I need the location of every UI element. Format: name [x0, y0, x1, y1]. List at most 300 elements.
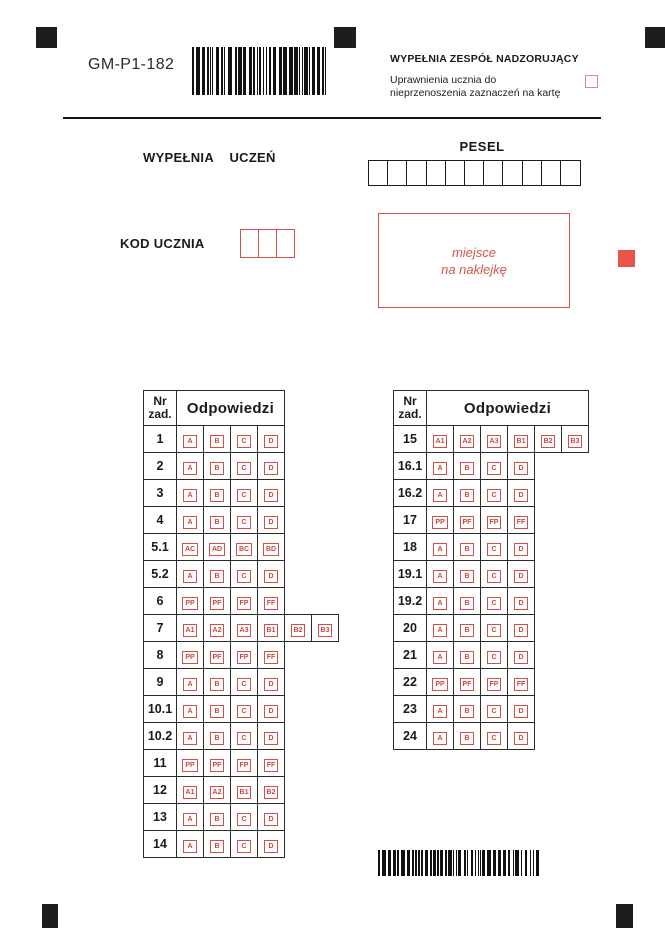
pesel-box[interactable] [464, 160, 485, 186]
answer-cell [481, 534, 508, 561]
answer-cell [204, 723, 231, 750]
answer-bubble-PF[interactable]: PF [210, 597, 225, 610]
answer-bubble-BC[interactable]: BC [236, 543, 252, 556]
answer-row [144, 750, 339, 777]
answer-cell [508, 561, 535, 588]
answer-row [394, 588, 589, 615]
answer-cell [204, 696, 231, 723]
answer-row [394, 561, 589, 588]
pesel-boxes [368, 160, 581, 186]
sticker-text-line1: miejsce [451, 244, 497, 260]
answer-bubble-A[interactable]: A [433, 624, 447, 637]
task-number: 3 [144, 480, 177, 507]
answer-bubble-B[interactable]: B [460, 732, 474, 745]
answer-cell [204, 615, 231, 642]
answer-cell [454, 696, 481, 723]
answer-cell [508, 723, 535, 750]
answer-cell [454, 669, 481, 696]
task-number: 16.1 [394, 453, 427, 480]
answer-row [394, 669, 589, 696]
answer-cell [454, 642, 481, 669]
answer-cell [258, 669, 285, 696]
form-code: GM-P1-182 [88, 56, 175, 73]
permission-checkbox[interactable] [585, 75, 598, 88]
answer-bubble-PP[interactable]: PP [182, 651, 197, 664]
task-number: 12 [144, 777, 177, 804]
answer-cell [177, 831, 204, 858]
task-number: 14 [144, 831, 177, 858]
answer-bubble-A1[interactable]: A1 [433, 435, 448, 448]
answer-cell [427, 723, 454, 750]
answer-row [394, 696, 589, 723]
answer-bubble-BD[interactable]: BD [263, 543, 279, 556]
answer-cell [454, 480, 481, 507]
permission-text-line1: Uprawnienia ucznia do [390, 74, 497, 86]
answer-cell [258, 831, 285, 858]
answer-cell [231, 750, 258, 777]
answer-bubble-B[interactable]: B [460, 705, 474, 718]
answer-bubble-A[interactable]: A [183, 732, 197, 745]
answer-cell [258, 453, 285, 480]
answer-bubble-C[interactable]: C [237, 516, 251, 529]
answer-bubble-A[interactable]: A [183, 840, 197, 853]
kod-ucznia-boxes [240, 229, 295, 258]
answer-cell [258, 696, 285, 723]
answer-cell [177, 804, 204, 831]
answer-bubble-PP[interactable]: PP [432, 678, 447, 691]
task-number: 24 [394, 723, 427, 750]
top-barcode [192, 47, 330, 95]
answer-cell [204, 453, 231, 480]
permission-text-line2: nieprzenoszenia zaznaczeń na kartę [390, 87, 561, 99]
answer-bubble-D[interactable]: D [264, 840, 278, 853]
answer-bubble-B1[interactable]: B1 [237, 786, 252, 799]
answer-bubble-B3[interactable]: B3 [568, 435, 583, 448]
answer-bubble-C[interactable]: C [237, 489, 251, 502]
answer-bubble-D[interactable]: D [264, 435, 278, 448]
answer-bubble-A2[interactable]: A2 [210, 786, 225, 799]
red-calibration-square [618, 250, 635, 267]
answer-cell [427, 507, 454, 534]
answer-cell [481, 426, 508, 453]
answer-cell [481, 696, 508, 723]
answer-cell [231, 534, 258, 561]
answer-bubble-B[interactable]: B [210, 435, 224, 448]
answer-cell [481, 480, 508, 507]
answer-bubble-PF[interactable]: PF [210, 759, 225, 772]
answer-bubble-B3[interactable]: B3 [318, 624, 333, 637]
answer-bubble-C[interactable]: C [487, 651, 501, 664]
answer-bubble-D[interactable]: D [264, 705, 278, 718]
task-number: 5.2 [144, 561, 177, 588]
answer-cell [508, 669, 535, 696]
answer-cell [258, 480, 285, 507]
answer-bubble-A[interactable]: A [433, 570, 447, 583]
sticker-area [378, 213, 570, 308]
answer-bubble-A[interactable]: A [183, 462, 197, 475]
registration-mark-bottom-right [616, 904, 633, 928]
answer-cell [177, 615, 204, 642]
answer-cell [258, 561, 285, 588]
answer-bubble-PP[interactable]: PP [182, 759, 197, 772]
answer-cell [204, 426, 231, 453]
answer-cell [258, 723, 285, 750]
registration-mark-top-left [36, 27, 57, 48]
answer-bubble-B1[interactable]: B1 [264, 624, 279, 637]
answer-bubble-C[interactable]: C [237, 705, 251, 718]
answer-bubble-A[interactable]: A [183, 570, 197, 583]
answer-bubble-C[interactable]: C [237, 732, 251, 745]
answer-row [144, 723, 339, 750]
answer-bubble-C[interactable]: C [487, 732, 501, 745]
answer-bubble-C[interactable]: C [237, 570, 251, 583]
pesel-box[interactable] [483, 160, 504, 186]
answer-bubble-C[interactable]: C [237, 813, 251, 826]
answer-cell [508, 696, 535, 723]
answer-bubble-FP[interactable]: FP [487, 678, 502, 691]
answer-cell [427, 480, 454, 507]
answer-bubble-A[interactable]: A [433, 651, 447, 664]
answer-cell [427, 669, 454, 696]
answer-bubble-A[interactable]: A [433, 597, 447, 610]
answer-row [144, 669, 339, 696]
pesel-box[interactable] [445, 160, 466, 186]
answer-bubble-D[interactable]: D [514, 597, 528, 610]
kod-ucznia-box[interactable] [258, 229, 277, 258]
answer-cell [177, 777, 204, 804]
answer-bubble-B2[interactable]: B2 [264, 786, 279, 799]
task-number: 7 [144, 615, 177, 642]
answer-bubble-A1[interactable]: A1 [183, 786, 198, 799]
answer-cell [562, 426, 589, 453]
table-header-answers: Odpowiedzi [177, 391, 285, 426]
answer-bubble-B[interactable]: B [460, 570, 474, 583]
task-number: 17 [394, 507, 427, 534]
answer-bubble-D[interactable]: D [514, 732, 528, 745]
answer-cell [481, 507, 508, 534]
answer-bubble-D[interactable]: D [264, 570, 278, 583]
answer-cell [177, 588, 204, 615]
answer-cell [231, 723, 258, 750]
table-header-nr: Nr zad. [144, 391, 177, 426]
answer-cell [508, 480, 535, 507]
answer-bubble-FP[interactable]: FP [237, 759, 252, 772]
task-number: 2 [144, 453, 177, 480]
answer-bubble-PF[interactable]: PF [210, 651, 225, 664]
answer-cell [508, 615, 535, 642]
answer-cell [231, 453, 258, 480]
answer-bubble-B[interactable]: B [210, 516, 224, 529]
answer-bubble-B2[interactable]: B2 [541, 435, 556, 448]
answer-cell [231, 615, 258, 642]
answer-cell [481, 453, 508, 480]
supervisor-section-title: WYPEŁNIA ZESPÓŁ NADZORUJĄCY [390, 53, 579, 65]
answer-bubble-PP[interactable]: PP [182, 597, 197, 610]
answer-cell [204, 669, 231, 696]
task-number: 13 [144, 804, 177, 831]
answer-bubble-C[interactable]: C [487, 624, 501, 637]
answer-bubble-D[interactable]: D [264, 732, 278, 745]
answer-cell [177, 723, 204, 750]
answer-cell [258, 750, 285, 777]
answer-table-right [393, 390, 589, 750]
answer-bubble-A[interactable]: A [183, 435, 197, 448]
answer-bubble-B[interactable]: B [210, 840, 224, 853]
answer-cell [204, 750, 231, 777]
answer-bubble-C[interactable]: C [237, 678, 251, 691]
answer-bubble-A2[interactable]: A2 [460, 435, 475, 448]
answer-row [394, 534, 589, 561]
task-number: 10.2 [144, 723, 177, 750]
answer-cell [454, 534, 481, 561]
answer-bubble-B[interactable]: B [460, 597, 474, 610]
answer-bubble-A[interactable]: A [183, 516, 197, 529]
task-number: 20 [394, 615, 427, 642]
answer-bubble-C[interactable]: C [237, 435, 251, 448]
answer-bubble-A3[interactable]: A3 [487, 435, 502, 448]
task-number: 11 [144, 750, 177, 777]
answer-cell [258, 777, 285, 804]
answer-cell [204, 480, 231, 507]
answer-bubble-A[interactable]: A [183, 705, 197, 718]
answer-cell [427, 534, 454, 561]
answer-bubble-B[interactable]: B [210, 678, 224, 691]
answer-cell [312, 615, 339, 642]
answer-bubble-C[interactable]: C [487, 705, 501, 718]
answer-row [144, 804, 339, 831]
answer-bubble-A[interactable]: A [433, 462, 447, 475]
answer-cell [258, 534, 285, 561]
answer-cell [231, 831, 258, 858]
answer-row [144, 534, 339, 561]
answer-bubble-FF[interactable]: FF [264, 597, 279, 610]
pesel-box[interactable] [387, 160, 408, 186]
answer-bubble-A[interactable]: A [433, 705, 447, 718]
answer-cell [204, 561, 231, 588]
answer-table-left [143, 390, 339, 858]
answer-cell [508, 642, 535, 669]
answer-bubble-FF[interactable]: FF [264, 759, 279, 772]
answer-bubble-PF[interactable]: PF [460, 516, 475, 529]
answer-bubble-A[interactable]: A [433, 732, 447, 745]
answer-row [394, 615, 589, 642]
answer-bubble-D[interactable]: D [514, 705, 528, 718]
answer-cell [427, 561, 454, 588]
answer-bubble-FF[interactable]: FF [264, 651, 279, 664]
answer-bubble-FP[interactable]: FP [237, 651, 252, 664]
answer-bubble-B[interactable]: B [460, 489, 474, 502]
answer-cell [231, 507, 258, 534]
answer-cell [204, 534, 231, 561]
pesel-box[interactable] [406, 160, 427, 186]
answer-row [144, 831, 339, 858]
answer-bubble-PF[interactable]: PF [460, 678, 475, 691]
answer-bubble-D[interactable]: D [514, 651, 528, 664]
task-number: 1 [144, 426, 177, 453]
answer-bubble-A[interactable]: A [183, 813, 197, 826]
answer-bubble-B[interactable]: B [460, 462, 474, 475]
task-number: 8 [144, 642, 177, 669]
answer-bubble-C[interactable]: C [487, 489, 501, 502]
answer-cell [508, 426, 535, 453]
answer-cell [454, 453, 481, 480]
answer-bubble-C[interactable]: C [487, 462, 501, 475]
answer-bubble-FP[interactable]: FP [487, 516, 502, 529]
answer-bubble-AC[interactable]: AC [182, 543, 198, 556]
answer-cell [177, 453, 204, 480]
answer-bubble-AD[interactable]: AD [209, 543, 225, 556]
answer-bubble-D[interactable]: D [514, 489, 528, 502]
answer-bubble-C[interactable]: C [237, 462, 251, 475]
answer-cell [481, 615, 508, 642]
answer-bubble-A2[interactable]: A2 [210, 624, 225, 637]
answer-bubble-D[interactable]: D [514, 624, 528, 637]
answer-bubble-D[interactable]: D [264, 489, 278, 502]
answer-bubble-B[interactable]: B [460, 543, 474, 556]
answer-row [394, 453, 589, 480]
kod-ucznia-label: KOD UCZNIA [120, 236, 205, 251]
header-divider [63, 117, 601, 119]
registration-mark-top-right [645, 27, 665, 48]
answer-cell [231, 804, 258, 831]
answer-bubble-C[interactable]: C [237, 840, 251, 853]
answer-bubble-D[interactable]: D [514, 462, 528, 475]
answer-cell [508, 588, 535, 615]
answer-cell [177, 426, 204, 453]
answer-cell [231, 669, 258, 696]
task-number: 19.1 [394, 561, 427, 588]
kod-ucznia-box[interactable] [276, 229, 295, 258]
answer-bubble-D[interactable]: D [514, 570, 528, 583]
answer-bubble-C[interactable]: C [487, 570, 501, 583]
answer-cell [177, 561, 204, 588]
answer-cell [481, 669, 508, 696]
answer-bubble-A[interactable]: A [433, 489, 447, 502]
answer-cell [454, 561, 481, 588]
answer-bubble-B[interactable]: B [210, 489, 224, 502]
answer-cell [427, 642, 454, 669]
task-number: 9 [144, 669, 177, 696]
answer-bubble-B1[interactable]: B1 [514, 435, 529, 448]
answer-bubble-PP[interactable]: PP [432, 516, 447, 529]
sticker-text-line2: na naklejkę [441, 261, 507, 277]
answer-bubble-B[interactable]: B [210, 462, 224, 475]
answer-cell [481, 723, 508, 750]
table-header-answers: Odpowiedzi [427, 391, 589, 426]
answer-bubble-B[interactable]: B [210, 813, 224, 826]
answer-bubble-A[interactable]: A [433, 543, 447, 556]
answer-cell [231, 696, 258, 723]
task-number: 21 [394, 642, 427, 669]
answer-bubble-A1[interactable]: A1 [183, 624, 198, 637]
answer-bubble-FF[interactable]: FF [514, 516, 529, 529]
answer-bubble-D[interactable]: D [264, 516, 278, 529]
answer-bubble-B[interactable]: B [460, 651, 474, 664]
answer-bubble-C[interactable]: C [487, 597, 501, 610]
pesel-label: PESEL [459, 139, 505, 154]
answer-cell [427, 696, 454, 723]
answer-cell [177, 642, 204, 669]
answer-bubble-D[interactable]: D [514, 543, 528, 556]
answer-cell [177, 750, 204, 777]
answer-bubble-D[interactable]: D [264, 813, 278, 826]
student-section-title: WYPEŁNIA UCZEŃ [143, 150, 276, 165]
answer-cell [204, 507, 231, 534]
answer-cell [508, 453, 535, 480]
sticker-text [441, 244, 507, 278]
answer-cell [177, 696, 204, 723]
answer-cell [204, 831, 231, 858]
answer-cell [481, 561, 508, 588]
answer-cell [427, 588, 454, 615]
answer-bubble-C[interactable]: C [487, 543, 501, 556]
answer-cell [231, 426, 258, 453]
task-number: 19.2 [394, 588, 427, 615]
answer-bubble-B2[interactable]: B2 [291, 624, 306, 637]
answer-cell [535, 426, 562, 453]
answer-row [394, 507, 589, 534]
answer-bubble-FF[interactable]: FF [514, 678, 529, 691]
answer-cell [231, 642, 258, 669]
answer-bubble-D[interactable]: D [264, 462, 278, 475]
pesel-box[interactable] [426, 160, 447, 186]
registration-mark-top-middle [334, 27, 356, 48]
answer-bubble-D[interactable]: D [264, 678, 278, 691]
answer-bubble-B[interactable]: B [210, 732, 224, 745]
answer-cell [231, 588, 258, 615]
answer-bubble-B[interactable]: B [210, 570, 224, 583]
answer-cell [204, 642, 231, 669]
pesel-box[interactable] [368, 160, 389, 186]
answer-bubble-A3[interactable]: A3 [237, 624, 252, 637]
answer-row [394, 723, 589, 750]
pesel-box[interactable] [502, 160, 523, 186]
answer-bubble-B[interactable]: B [210, 705, 224, 718]
answer-cell [177, 669, 204, 696]
answer-row [144, 507, 339, 534]
answer-cell [454, 426, 481, 453]
bottom-barcode [378, 850, 541, 876]
answer-row [394, 642, 589, 669]
answer-row [144, 615, 339, 642]
answer-cell [177, 507, 204, 534]
answer-cell [258, 507, 285, 534]
answer-row [144, 777, 339, 804]
answer-cell [481, 642, 508, 669]
answer-bubble-A[interactable]: A [183, 489, 197, 502]
answer-row [144, 426, 339, 453]
answer-bubble-B[interactable]: B [460, 624, 474, 637]
task-number: 10.1 [144, 696, 177, 723]
answer-cell [177, 534, 204, 561]
pesel-box[interactable] [560, 160, 581, 186]
table-header-nr: Nr zad. [394, 391, 427, 426]
answer-cell [258, 804, 285, 831]
answer-cell [258, 426, 285, 453]
pesel-box[interactable] [522, 160, 543, 186]
answer-cell [231, 480, 258, 507]
answer-cell [454, 507, 481, 534]
answer-cell [204, 588, 231, 615]
task-number: 22 [394, 669, 427, 696]
kod-ucznia-box[interactable] [240, 229, 259, 258]
answer-bubble-A[interactable]: A [183, 678, 197, 691]
answer-cell [231, 561, 258, 588]
answer-cell [258, 642, 285, 669]
pesel-box[interactable] [541, 160, 562, 186]
answer-bubble-FP[interactable]: FP [237, 597, 252, 610]
answer-cell [427, 615, 454, 642]
